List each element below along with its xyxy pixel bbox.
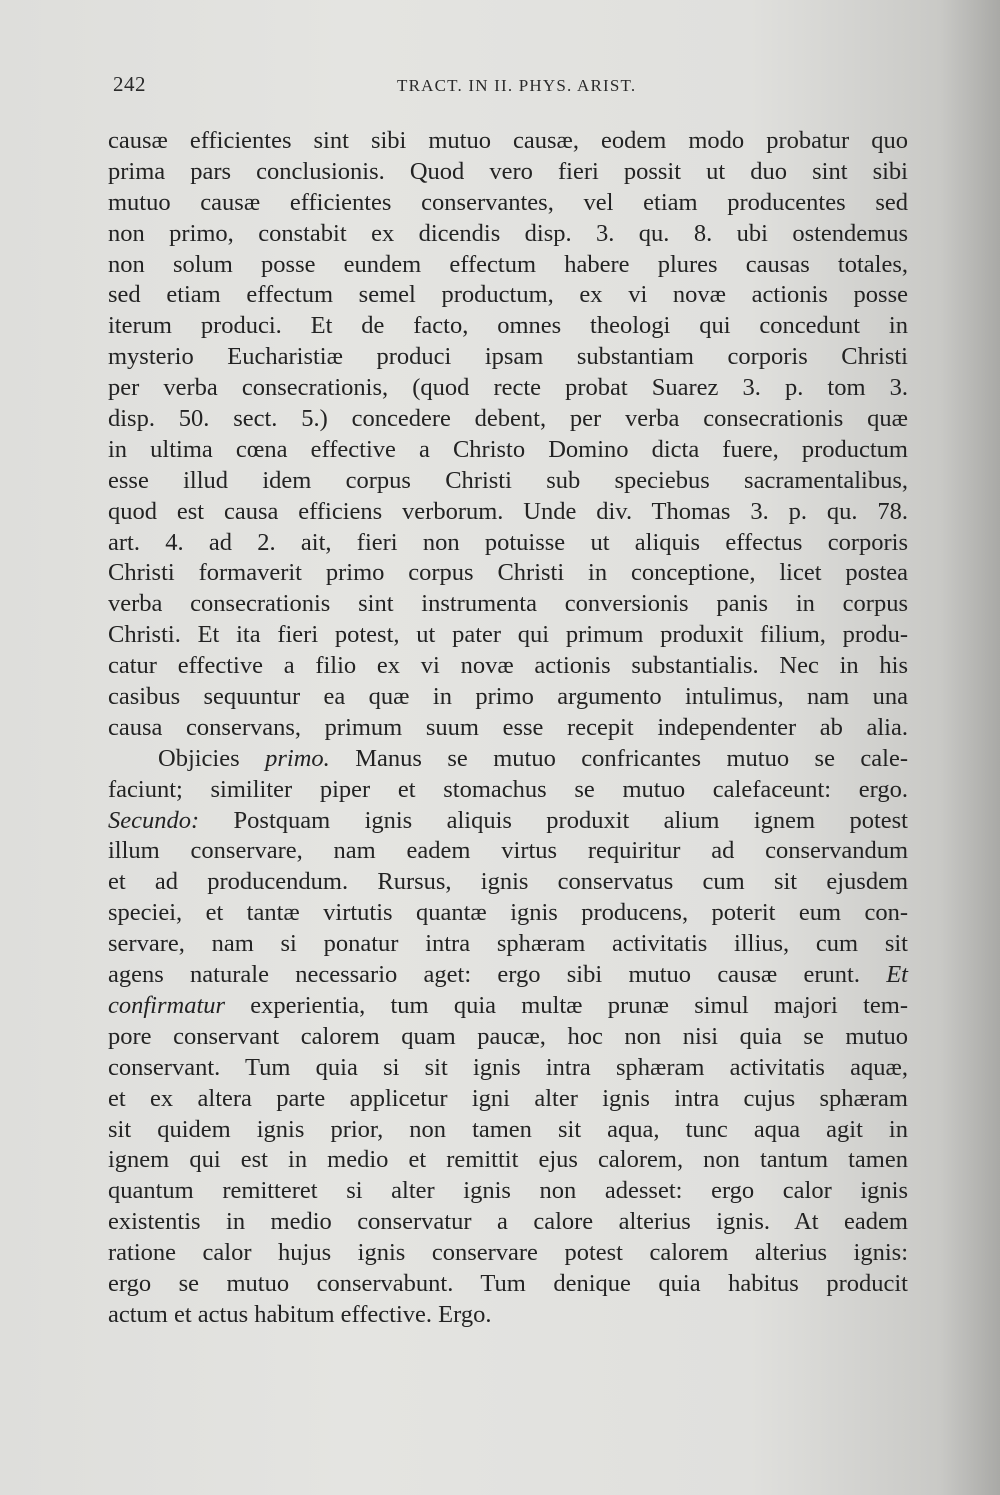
text-line: existentis in medio conservatur a calore alterius ignis. At eadem [108, 1208, 908, 1236]
text-line: sit quidem ignis prior, non tamen sit aqua, tunc aqua agit in [108, 1115, 908, 1143]
text-line: illum conservare, nam eadem virtus requiritur ad conservandum [108, 837, 908, 865]
text-line: catur effective a filio ex vi novæ actionis substantialis. Nec in his [108, 652, 908, 680]
text-run: Manus se mutuo confricantes mutuo se cale- [329, 744, 908, 772]
text-line: sed etiam effectum semel productum, ex vi novæ actionis posse [108, 281, 908, 309]
italic-text: Et [886, 961, 908, 989]
text-line: non solum posse eundem effectum habere plures causas totales, [108, 250, 908, 278]
text-line: quantum remitteret si alter ignis non adesset: ergo calor ignis [108, 1177, 908, 1205]
text-line: ergo se mutuo conservabunt. Tum denique quia habitus producit [108, 1269, 908, 1297]
text-line: quod est causa efficiens verborum. Unde div. Thomas 3. p. qu. 78. [108, 497, 908, 525]
text-line: in ultima cœna effective a Christo Domino dicta fuere, productum [108, 435, 908, 463]
text-line: servare, nam si ponatur intra sphæram activitatis illius, cum sit [108, 930, 908, 958]
text-run: experientia, tum quia multæ prunæ simul majori tem- [225, 991, 908, 1019]
text-line: casibus sequuntur ea quæ in primo argumento intulimus, nam una [108, 683, 908, 711]
text-run: Objicies [158, 744, 266, 772]
text-line: et ad producendum. Rursus, ignis conservatus cum sit ejusdem [108, 868, 908, 896]
text-line: ratione calor hujus ignis conservare potest calorem alterius ignis: [108, 1239, 908, 1267]
text-line: ignem qui est in medio et remittit ejus calorem, non tantum tamen [108, 1146, 908, 1174]
text-line: causa conservans, primum suum esse recepit independenter ab alia. [108, 713, 908, 741]
text-line: non primo, constabit ex dicendis disp. 3. qu. 8. ubi ostendemus [108, 219, 908, 247]
text-line: faciunt; similiter piper et stomachus se mutuo calefaceunt: ergo. [108, 775, 908, 803]
italic-text: Secundo: [108, 806, 200, 834]
text-run: agens naturale necessario aget: ergo sibi mutuo causæ erunt. [108, 961, 887, 989]
body-text [108, 126, 908, 1331]
text-line: mysterio Eucharistiæ produci ipsam substantiam corporis Christi [108, 343, 908, 371]
running-head: TRACT. IN II. PHYS. ARIST. [397, 76, 637, 95]
text-line: art. 4. ad 2. ait, fieri non potuisse ut aliquis effectus corporis [108, 528, 908, 556]
text-line: conservant. Tum quia si sit ignis intra sphæram activitatis aquæ, [108, 1053, 908, 1081]
text-line: per verba consecrationis, (quod recte probat Suarez 3. p. tom 3. [108, 374, 908, 402]
text-line: actum et actus habitum effective. Ergo. [108, 1300, 492, 1328]
text-line: prima pars conclusionis. Quod vero fieri possit ut duo sint sibi [108, 157, 908, 185]
agens-line [108, 960, 908, 991]
text-line: causæ efficientes sint sibi mutuo causæ, eodem modo probatur quo [108, 127, 908, 154]
text-line: pore conservant calorem quam paucæ, hoc non nisi quia se mutuo [108, 1022, 908, 1050]
confirmatur-line [108, 991, 908, 1022]
secundo-line [108, 806, 908, 837]
text-line: iterum produci. Et de facto, omnes theologi qui concedunt in [108, 312, 908, 340]
page-number: 242 [113, 72, 146, 96]
text-line: mutuo causæ efficientes conservantes, vel etiam producentes sed [108, 188, 908, 216]
text-line: Christi formaverit primo corpus Christi in conceptione, licet postea [108, 559, 908, 587]
paragraph-objicies-line [108, 744, 908, 775]
italic-text: primo. [265, 744, 330, 772]
text-run: Postquam ignis aliquis produxit alium ignem potest [199, 806, 908, 834]
text-line: verba consecrationis sint instrumenta conversionis panis in corpus [108, 590, 908, 618]
text-line: disp. 50. sect. 5.) concedere debent, per verba consecrationis quæ [108, 405, 908, 433]
italic-text: confirmatur [108, 991, 226, 1019]
text-line: speciei, et tantæ virtutis quantæ ignis producens, poterit eum con- [108, 899, 908, 927]
text-line: esse illud idem corpus Christi sub speciebus sacramentalibus, [108, 466, 908, 494]
text-line: Christi. Et ita fieri potest, ut pater qui primum produxit filium, produ- [108, 621, 908, 649]
text-line: et ex altera parte applicetur igni alter ignis intra cujus sphæram [108, 1084, 908, 1112]
